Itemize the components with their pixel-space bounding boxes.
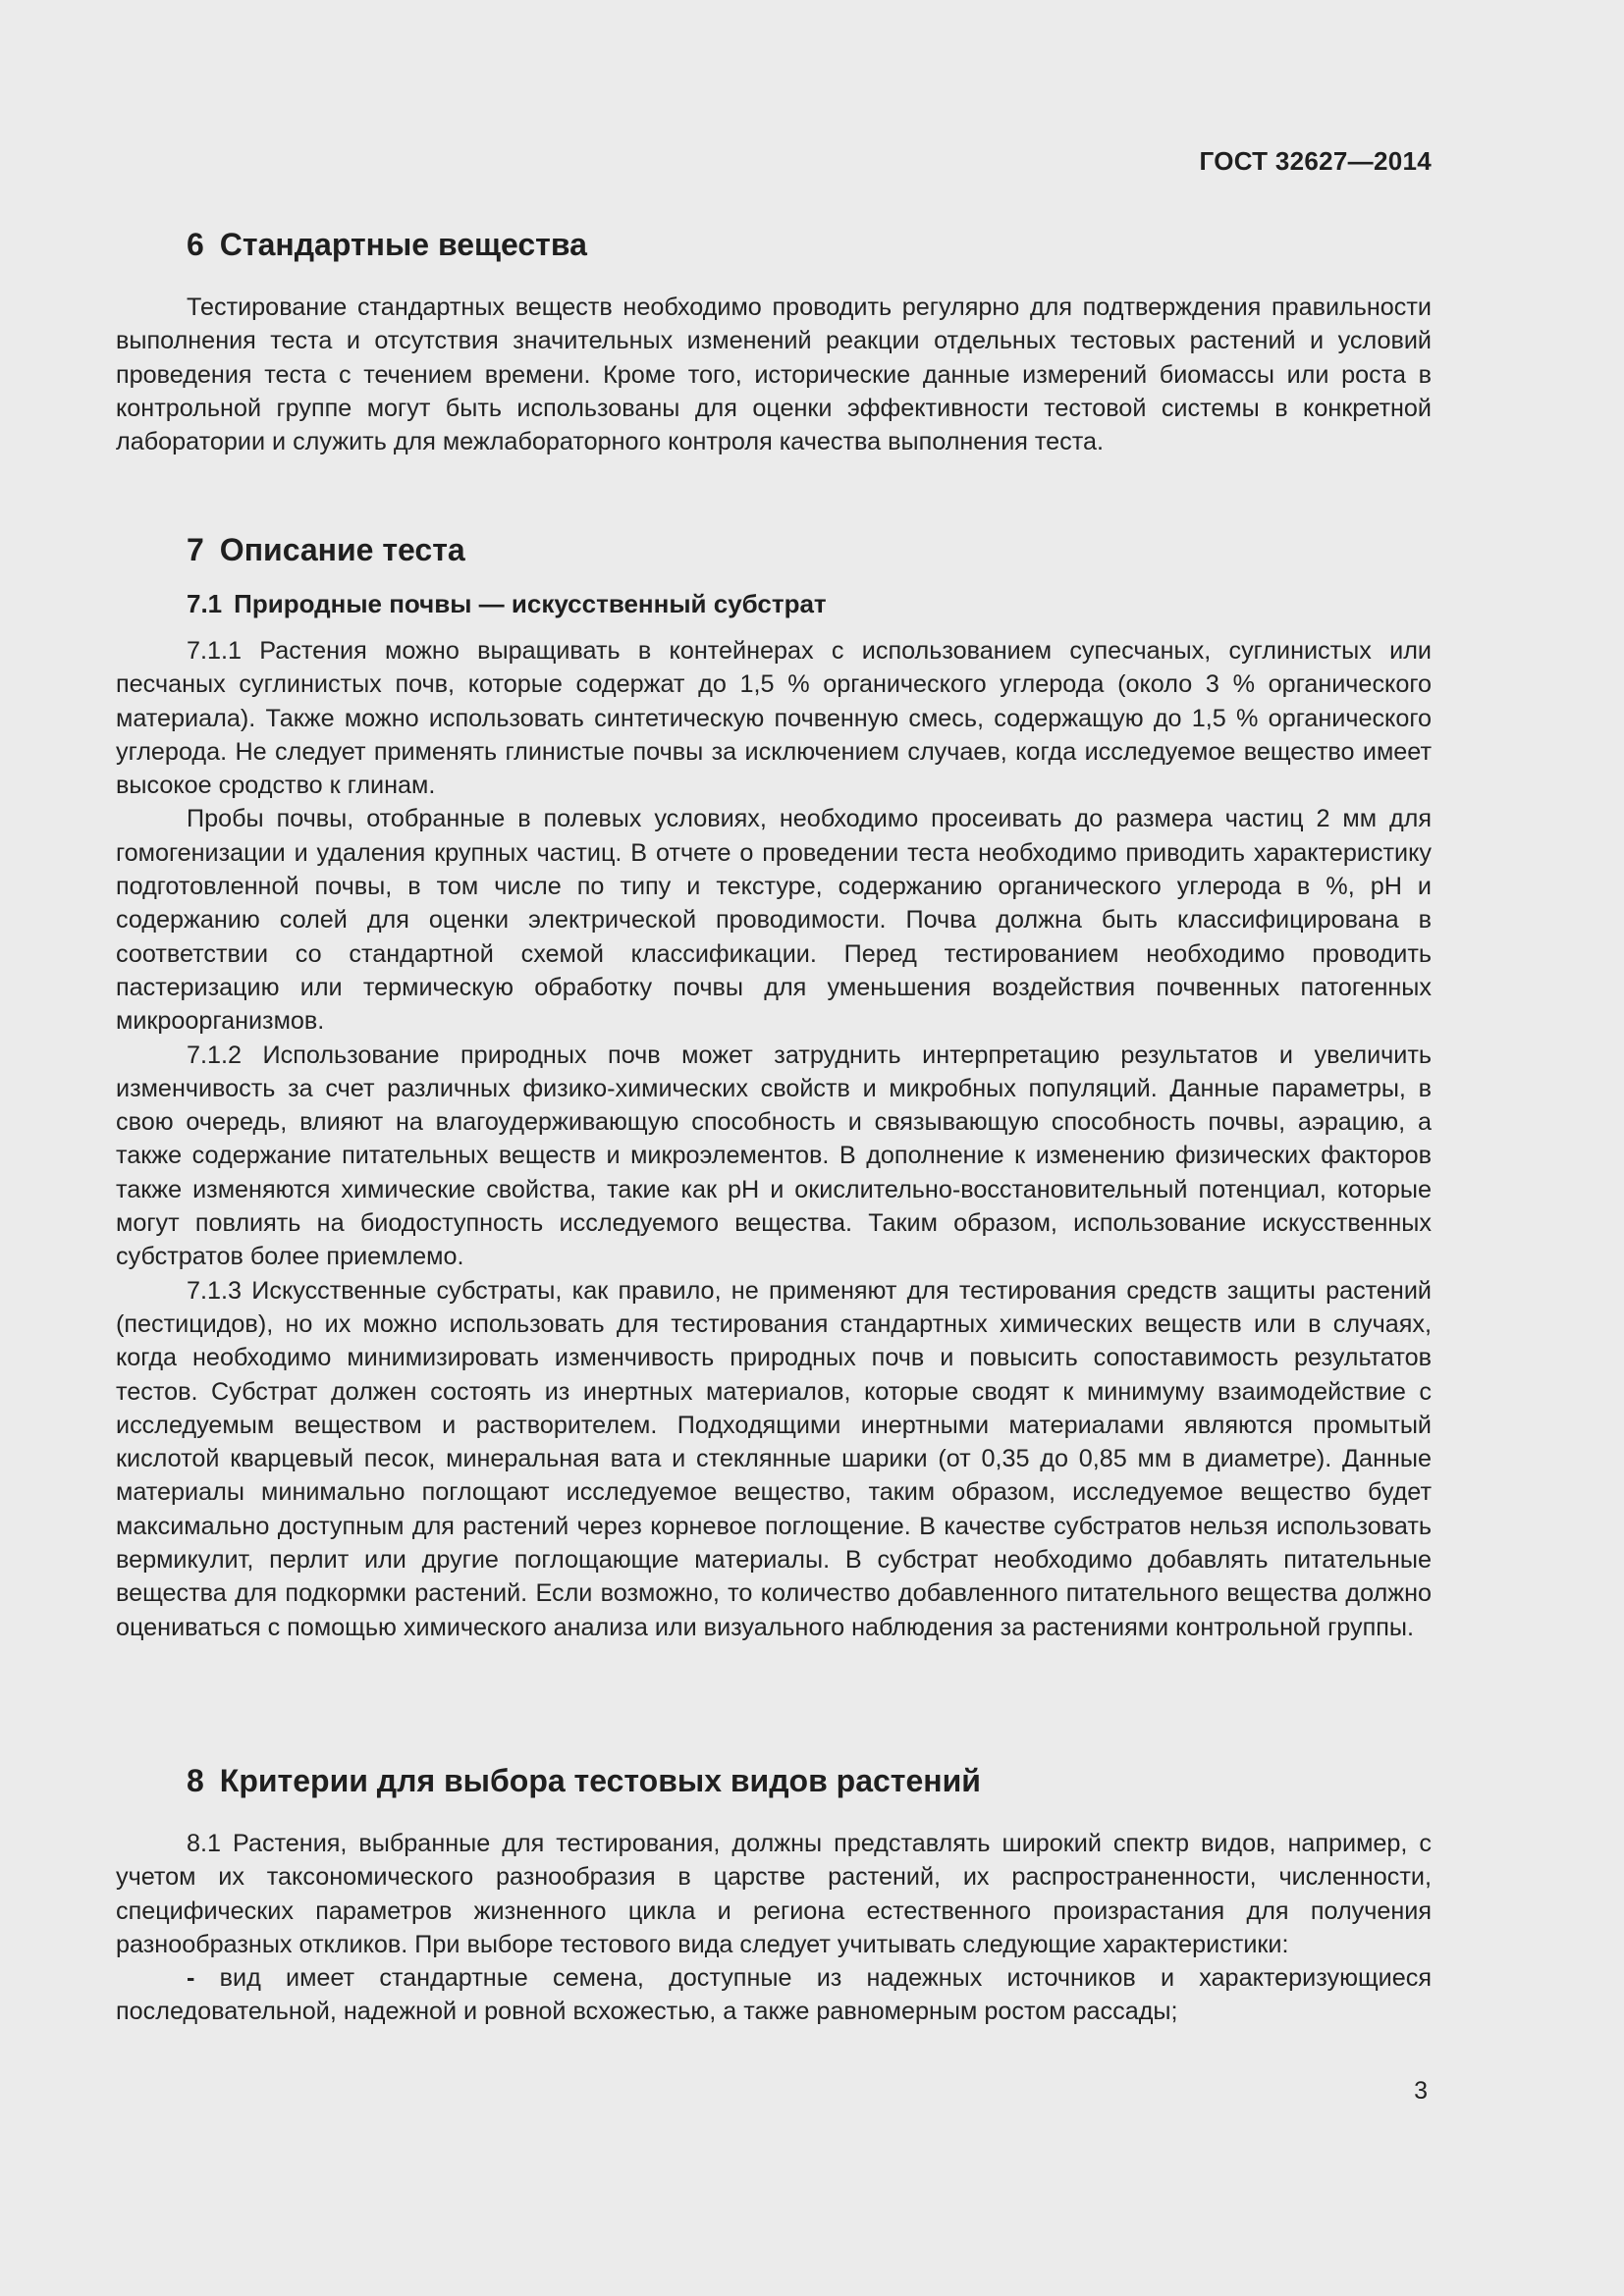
- subsection-7-1-number: 7.1: [187, 589, 223, 618]
- section-8-number: 8: [187, 1763, 204, 1798]
- subsection-7-1-heading: [116, 587, 1432, 620]
- paragraph-8-1: 8.1 Растения, выбранные для тестирования, должны представлять широкий спектр видов, например, с учетом их таксономического разнообразия в царстве растений, их распространенности, численности, специфических параметров жизненного цикла и региона естественного произрастания для получения разнообразных откликов. При выборе тестового вида следует учитывать следующие характеристики:: [116, 1830, 1432, 1958]
- paragraph-7-1-3: 7.1.3 Искусственные субстраты, как правило, не применяют для тестирования средств защиты растений (пестицидов), но их можно использовать для тестирования стандартных химических веществ или в случаях, когда необходимо минимизировать изменчивость природных почв и повысить сопоставимость результатов тестов. Субстрат должен состоять из инертных материалов, которые сводят к минимуму взаимодействие с исследуемым веществом и растворителем. Подходящими инертными материалами являются промытый кислотой кварцевый песок, минеральная вата и стеклянные шарики (от 0,35 до 0,85 мм в диаметре). Данные материалы минимально поглощают исследуемое вещество, таким образом, исследуемое вещество будет максимально доступным для растений через корневое поглощение. В качестве субстратов нельзя использовать вермикулит, перлит или другие поглощающие материалы. В субстрат необходимо добавлять питательные вещества для подкормки растений. Если возможно, то количество добавленного питательного вещества должно оцениваться с помощью химического анализа или визуального наблюдения за растениями контрольной группы.: [116, 1276, 1432, 1641]
- document-code-header: ГОСТ 32627—2014: [1199, 146, 1432, 176]
- section-7-heading: [116, 530, 1432, 569]
- section-7-title: Описание теста: [219, 532, 465, 567]
- section-6-title: Стандартные вещества: [219, 227, 587, 262]
- section-6-paragraph: Тестирование стандартных веществ необходимо проводить регулярно для подтверждения правильности выполнения теста и отсутствия значительных изменений реакции отдельных тестовых растений и условий проведения теста с течением времени. Кроме того, исторические данные измерений биомассы или роста в контрольной группе могут быть использованы для оценки эффективности тестовой системы в конкретной лаборатории и служить для межлабораторного контроля качества выполнения теста.: [116, 294, 1432, 456]
- section-8-title: Критерии для выбора тестовых видов растений: [219, 1763, 981, 1798]
- section-8-heading: [116, 1761, 1432, 1800]
- paragraph-soil-samples: Пробы почвы, отобранные в полевых условиях, необходимо просеивать до размера частиц 2 мм для гомогенизации и удаления крупных частиц. В отчете о проведении теста необходимо приводить характеристику подготовленной почвы, в том числе по типу и текстуре, содержанию органического углерода в %, рН и содержанию солей для оценки электрической проводимости. Почва должна быть классифицирована в соответствии со стандартной схемой классификации. Перед тестированием необходимо проводить пастеризацию или термическую обработку почвы для уменьшения воздействия почвенных патогенных микроорганизмов.: [116, 805, 1432, 1036]
- bullet-text: вид имеет стандартные семена, доступные из надежных источников и характеризующиеся последовательной, надежной и ровной всхожестью, а также равномерным ростом рассады;: [116, 1964, 1432, 2026]
- paragraph-7-1-1: 7.1.1 Растения можно выращивать в контейнерах с использованием супесчаных, суглинистых или песчаных суглинистых почв, которые содержат до 1,5 % органического углерода (около 3 % органического материала). Также можно использовать синтетическую почвенную смесь, содержащую до 1,5 % органического углерода. Не следует применять глинистые почвы за исключением случаев, когда исследуемое вещество имеет высокое сродство к глинам.: [116, 637, 1432, 800]
- document-page: [116, 0, 1432, 2296]
- paragraph-7-1-2: 7.1.2 Использование природных почв может затруднить интерпретацию результатов и увеличить изменчивость за счет различных физико-химических свойств и микробных популяций. Данные параметры, в свою очередь, влияют на влагоудерживающую способность и связывающую способность почвы, аэрацию, а также содержание питательных веществ и микроэлементов. В дополнение к изменению физических факторов также изменяются химические свойства, такие как рН и окислительно-восстановительный потенциал, которые могут повлиять на биодоступность исследуемого вещества. Таким образом, использование искусственных субстратов более приемлемо.: [116, 1041, 1432, 1271]
- section-6-number: 6: [187, 227, 204, 262]
- subsection-7-1-title: Природные почвы — искусственный субстрат: [234, 589, 827, 618]
- section-7-number: 7: [187, 532, 204, 567]
- section-8: [116, 1761, 1432, 2029]
- bullet-item: [116, 1961, 1432, 2029]
- bullet-marker: -: [187, 1964, 195, 1993]
- section-7: [116, 530, 1432, 1644]
- section-6: [116, 225, 1432, 458]
- page-number: 3: [1414, 2077, 1428, 2105]
- section-6-heading: [116, 225, 1432, 264]
